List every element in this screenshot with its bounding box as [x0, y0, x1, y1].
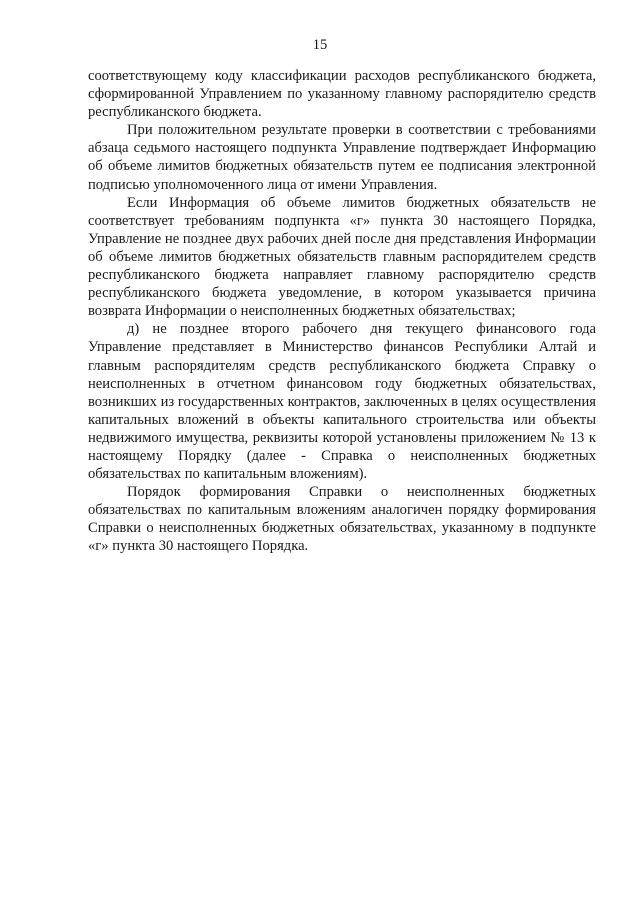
paragraph-positive-check: При положительном результате проверки в соответствии с требованиями абзаца седьмого настоящего подпункта Управление подтверждает Информацию об объеме лимитов бюджетных обязательств путем ее подписания электронной подписью уполномоченного лица от имени Управления. — [88, 122, 596, 193]
paragraph-subitem-d: д) не позднее второго рабочего дня текущего финансового года Управление представляет в Министерство финансов Республики Алтай и главным распорядителям средств республиканского бюджета Справку о неисполненных в отчетном финансовом году бюджетных обязательствах, возникших из государственных контрактов, заключенных в целях осуществления капитальных вложений в объекты капитального строительства или объекты недвижимого имущества, реквизиты которой установлены приложением № 13 к настоящему Порядку (далее - Справка о неисполненных бюджетных обязательствах по капитальным вложениям). — [88, 321, 596, 483]
document-body — [88, 67, 596, 556]
paragraph-nonconformity: Если Информация об объеме лимитов бюджетных обязательств не соответствует требованиям подпункта «г» пункта 30 настоящего Порядка, Управление не позднее двух рабочих дней после дня представления Информации об объеме лимитов бюджетных обязательств главным распорядителем средств республиканского бюджета направляет главному распорядителю средств республиканского бюджета уведомление, в котором указывается причина возврата Информации о неисполненных бюджетных обязательствах; — [88, 194, 596, 320]
page-number: 15 — [312, 37, 328, 53]
paragraph-procedure: Порядок формирования Справки о неисполненных бюджетных обязательствах по капитальным вложениям аналогичен порядку формирования Справки о неисполненных бюджетных обязательствах, указанному в подпункте «г» пункта 30 настоящего Порядка. — [88, 484, 596, 555]
paragraph-continuation: соответствующему коду классификации расходов республиканского бюджета, сформированной Управлением по указанному главному распорядителю средств республиканского бюджета. — [88, 68, 596, 121]
